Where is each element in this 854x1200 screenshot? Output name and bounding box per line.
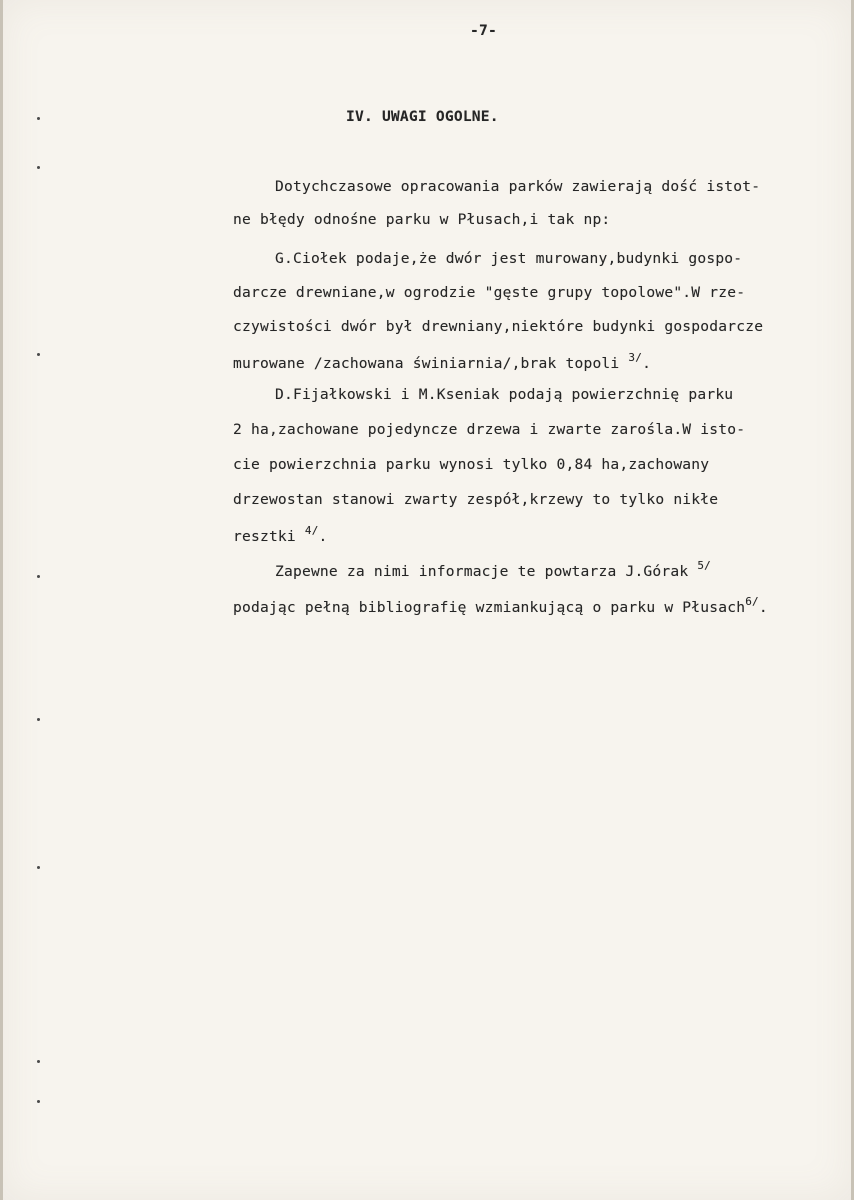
- text-line: 2 ha,zachowane pojedyncze drzewa i zwarte zarośla.W isto-: [233, 421, 746, 438]
- footnote-reference: 4/: [304, 524, 319, 537]
- text-run: .: [758, 599, 768, 616]
- text-run: .: [642, 355, 652, 372]
- footnote-reference: 6/: [745, 595, 759, 608]
- text-run: .: [318, 528, 328, 545]
- text-line: cie powierzchnia parku wynosi tylko 0,84 ha,zachowany: [233, 456, 710, 473]
- text-line: [233, 596, 768, 617]
- binding-hole-mark: [37, 866, 40, 869]
- text-run: podając pełną bibliografię wzmiankującą o parku w Płusach: [233, 599, 746, 616]
- text-line: ne błędy odnośne parku w Płusach,i tak np:: [233, 211, 611, 228]
- binding-hole-mark: [37, 575, 40, 578]
- text-line: darcze drewniane,w ogrodzie "gęste grupy topolowe".W rze-: [233, 284, 746, 301]
- binding-hole-mark: [37, 353, 40, 356]
- binding-hole-mark: [37, 718, 40, 721]
- section-heading: IV. UWAGI OGOLNE.: [346, 108, 499, 125]
- text-run: resztki: [233, 528, 305, 545]
- text-line: [233, 352, 651, 373]
- text-line: drzewostan stanowi zwarty zespół,krzewy to tylko nikłe: [233, 491, 719, 508]
- text-line: [275, 560, 711, 581]
- text-run: Zapewne za nimi informacje te powtarza J.Górak: [275, 563, 698, 580]
- page-number: -7-: [470, 22, 497, 39]
- text-line: [233, 525, 328, 546]
- footnote-reference: 3/: [628, 351, 643, 364]
- footnote-reference: 5/: [697, 559, 712, 572]
- binding-hole-mark: [37, 166, 40, 169]
- text-line: D.Fijałkowski i M.Kseniak podają powierzchnię parku: [275, 386, 734, 403]
- binding-hole-mark: [37, 117, 40, 120]
- text-run: murowane /zachowana świniarnia/,brak topoli: [233, 355, 629, 372]
- text-line: G.Ciołek podaje,że dwór jest murowany,budynki gospo-: [275, 250, 743, 267]
- binding-hole-mark: [37, 1060, 40, 1063]
- binding-hole-mark: [37, 1100, 40, 1103]
- text-line: Dotychczasowe opracowania parków zawierają dość istot-: [275, 178, 761, 195]
- text-line: czywistości dwór był drewniany,niektóre budynki gospodarcze: [233, 318, 764, 335]
